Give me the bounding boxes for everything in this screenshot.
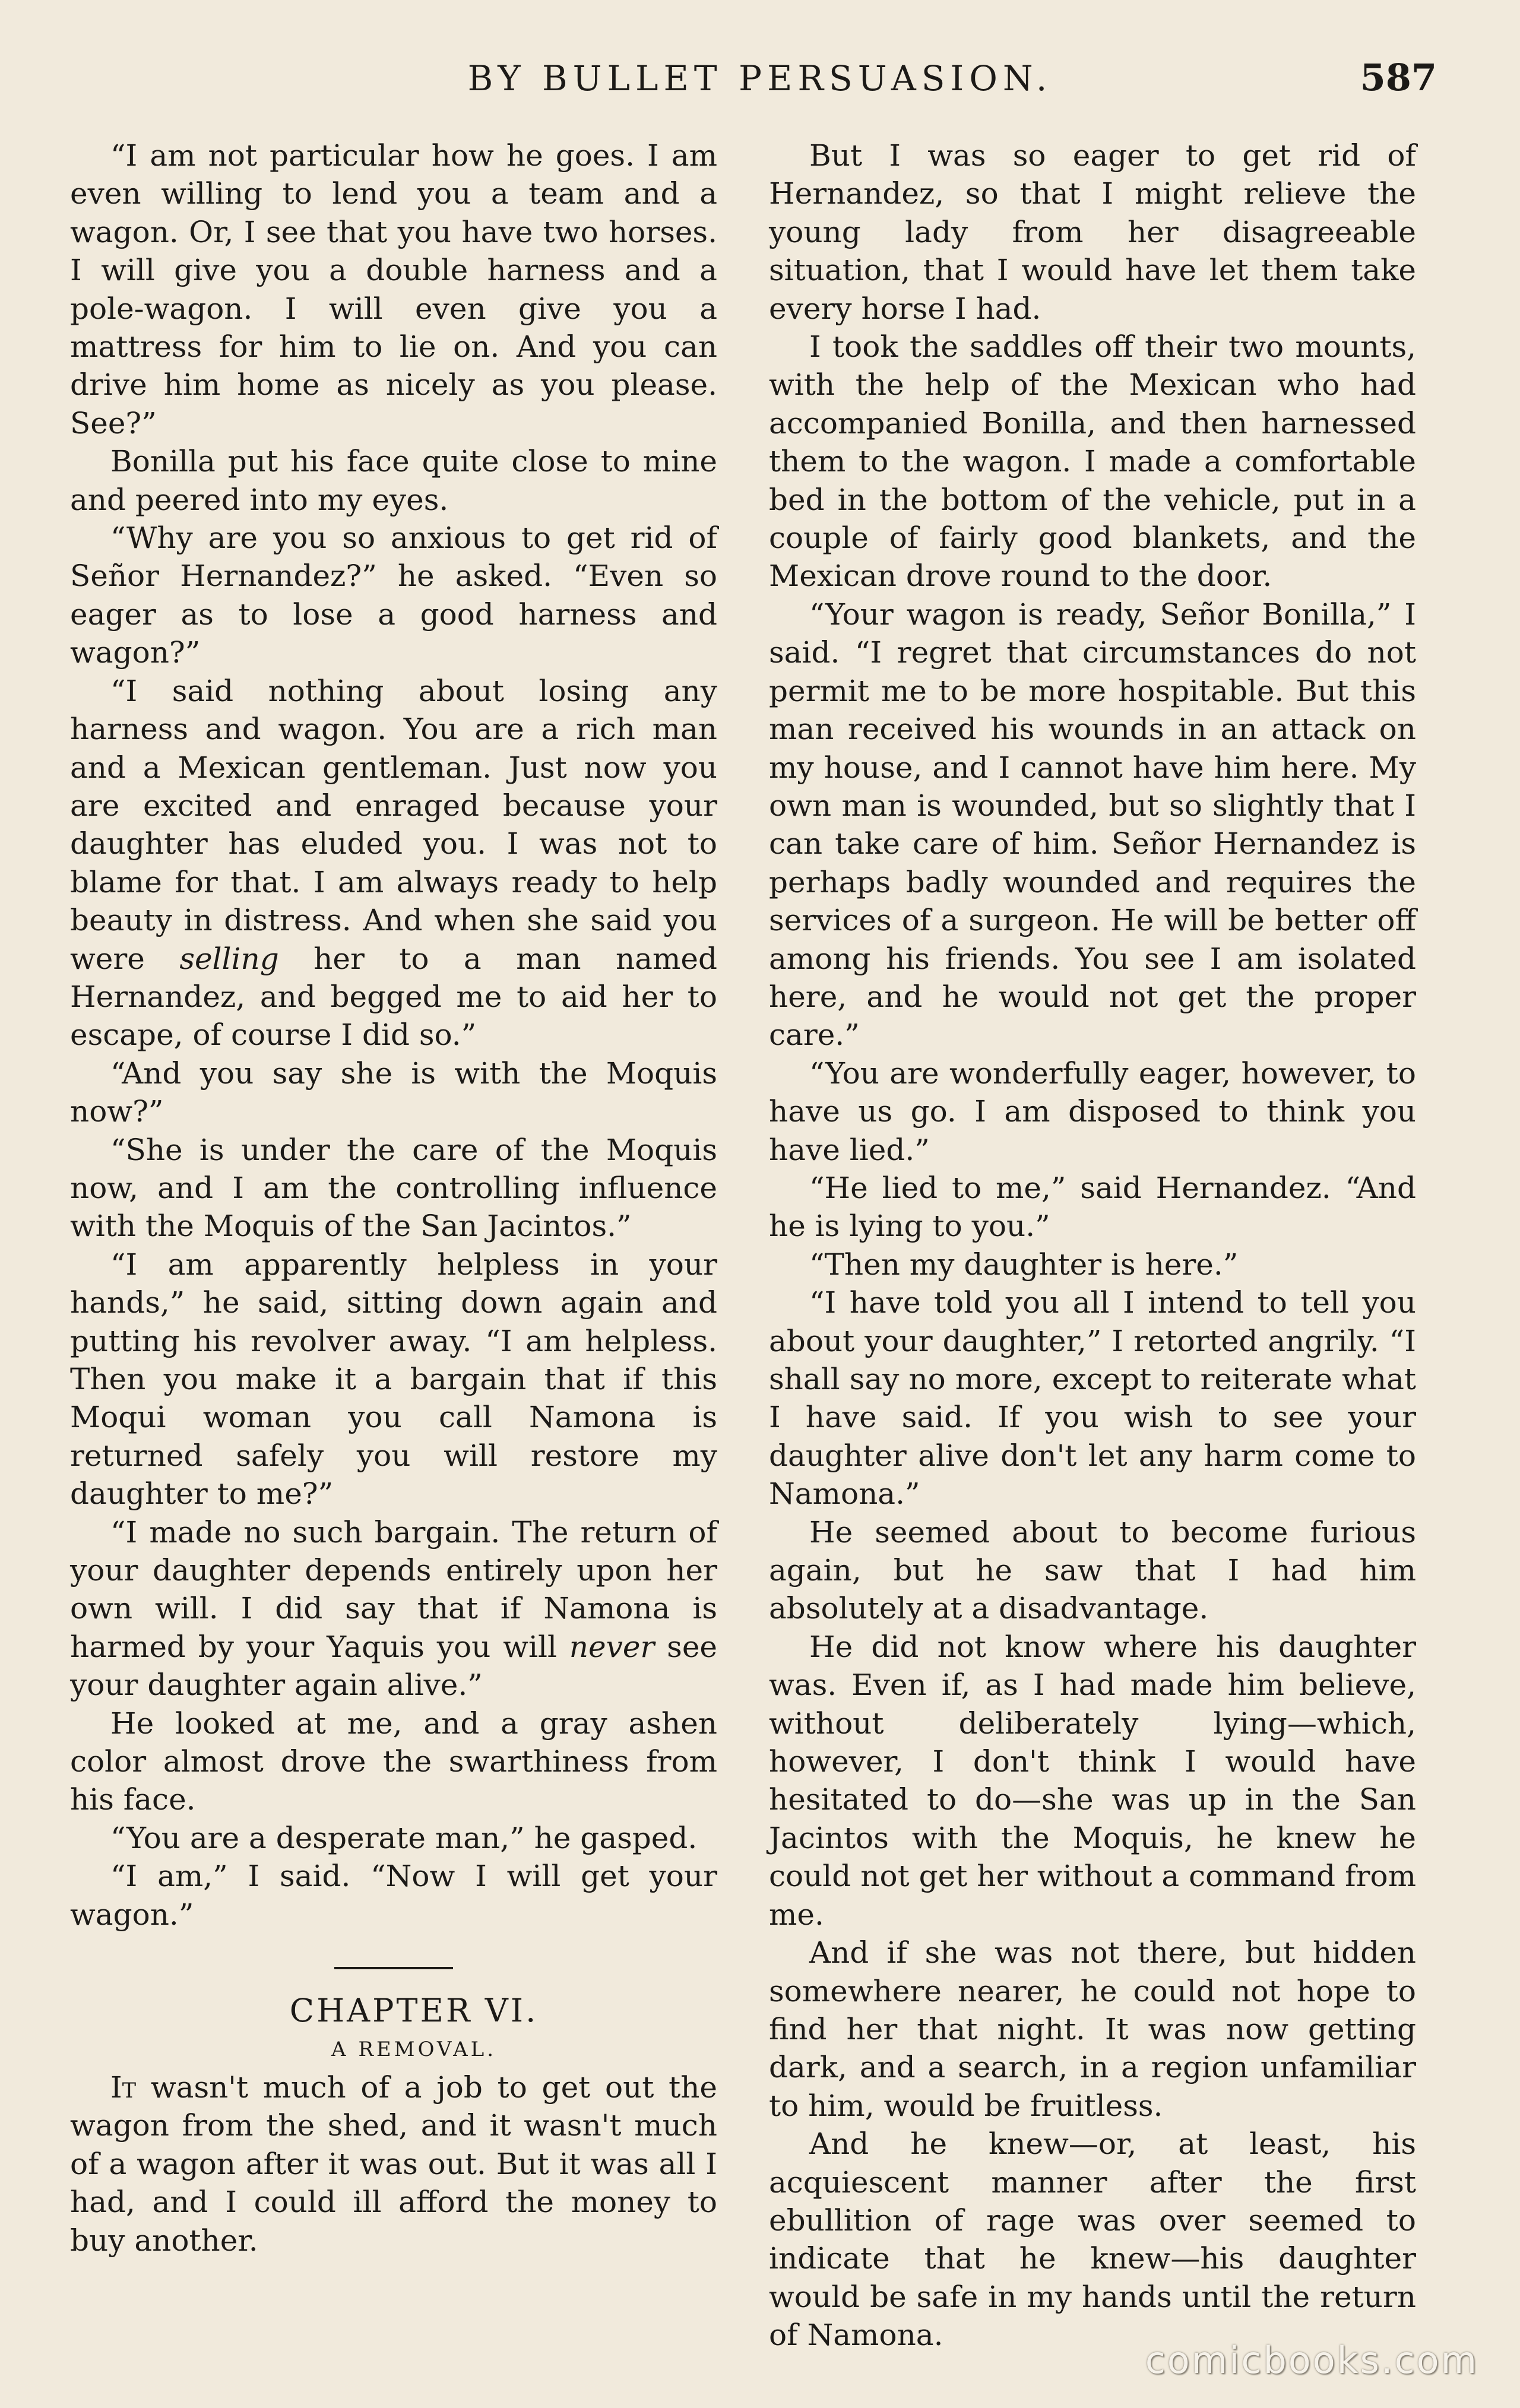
right-column xyxy=(769,137,1416,2355)
paragraph: “You are wonderfully eager, however, to have us go. I am disposed to think you have lied.” xyxy=(769,1056,1416,1167)
chapter-subtitle: A REMOVAL. xyxy=(331,2037,497,2061)
drop-lead-word: It xyxy=(110,2070,137,2105)
paragraph: Bonilla put his face quite close to mine and peered into my eyes. xyxy=(70,444,717,517)
emphasis-text: selling xyxy=(179,941,279,976)
paragraph: “Your wagon is ready, Señor Bonilla,” I said. “I regret that circumstances do not permit me to be more hospitable. But this man received his wounds in an attack on my house, and I cannot have him here. My own man is wounded, but so slightly that I can take care of him. Señor Hernandez is perhaps badly wounded and requires the services of a surgeon. He will be better off among his friends. You see I am isolated here, and he would not get the proper care.” xyxy=(769,597,1416,1053)
paragraph: “I am,” I said. “Now I will get your wagon.” xyxy=(70,1859,717,1932)
paragraph-text: wasn't much of a job to get out the wagon from the shed, and it wasn't much of a wagon after it was out. But it was all I had, and I could ill afford the money to buy another. xyxy=(70,2070,717,2258)
emphasis-text: never xyxy=(569,1629,655,1664)
paragraph: “He lied to me,” said Hernandez. “And he is lying to you.” xyxy=(769,1170,1416,1244)
paragraph: And he knew—or, at least, his acquiescent manner after the first ebullition of rage was over seemed to indicate that he knew—his daughter would be safe in my hands until the return of Namona. xyxy=(769,2127,1416,2353)
paragraph xyxy=(70,2068,717,2260)
paragraph: “She is under the care of the Moquis now, and I am the controlling influence with the Moquis of the San Jacintos.” xyxy=(70,1132,717,1244)
paragraph xyxy=(70,1513,717,1704)
chapter-title: CHAPTER VI. xyxy=(289,1992,539,2030)
paragraph: “Why are you so anxious to get rid of Señor Hernandez?” he asked. “Even so eager as to lose a good harness and wagon?” xyxy=(70,521,717,670)
paragraph: “I am apparently helpless in your hands,” he said, sitting down again and putting his revolver away. “I am helpless. Then you make it a bargain that if this Moqui woman you call Namona is returned safely you will restore my daughter to me?” xyxy=(70,1247,717,1512)
paragraph xyxy=(70,672,717,1054)
paragraph: “I have told you all I intend to tell you about your daughter,” I retorted angrily. “I shall say no more, except to reiterate what I have said. If you wish to see your daughter alive don't let any harm come to Namona.” xyxy=(769,1285,1416,1512)
paragraph: He seemed about to become furious again, but he saw that I had him absolutely at a disadvantage. xyxy=(769,1514,1416,1626)
page-header xyxy=(0,53,1520,107)
paragraph: I took the saddles off their two mounts, with the help of the Mexican who had accompanied Bonilla, and then harnessed them to the wagon. I made a comfortable bed in the bottom of the vehicle, put in a couple of fairly good blankets, and the Mexican drove round to the door. xyxy=(769,329,1416,594)
paragraph: “And you say she is with the Moquis now?” xyxy=(70,1056,717,1129)
page-number: 587 xyxy=(1360,56,1437,99)
paragraph: He looked at me, and a gray ashen color almost drove the swarthiness from his face. xyxy=(70,1706,717,1817)
paragraph: “Then my daughter is here.” xyxy=(809,1247,1239,1282)
paragraph: But I was so eager to get rid of Hernandez, so that I might relieve the young lady from her disagreeable situation, that I would have let them take every horse I had. xyxy=(769,138,1416,326)
paragraph-text: “I made no such bargain. The return of your daughter depends entirely upon her own will. I did say that if Namona is harmed by your Yaquis you will xyxy=(70,1514,717,1664)
paragraph: He did not know where his daughter was. Even if, as I had made him believe, without deliberately lying—which, however, I don't think I would have hesitated to do—she was up in the San Jacintos with the Moquis, he knew he could not get her without a command from me. xyxy=(769,1629,1416,1932)
section-divider xyxy=(334,1967,453,1969)
paragraph: And if she was not there, but hidden somewhere nearer, he could not hope to find her that night. It was now getting dark, and a search, in a region unfamiliar to him, would be fruitless. xyxy=(769,1935,1416,2123)
paragraph-text: see your daughter again alive.” xyxy=(70,1629,718,1703)
paragraph-text: “I said nothing about losing any harness and wagon. You are a rich man and a Mexican gentleman. Just now you are excited and enraged because your daughter has eluded you. I was not to blame for that. I am always ready to help beauty in distress. And when she said you were xyxy=(70,673,717,976)
left-column xyxy=(70,137,717,2260)
paragraph-text: her to a man named Hernandez, and begged me to aid her to escape, of course I did so.” xyxy=(70,941,717,1053)
paragraph: “I am not particular how he goes. I am even willing to lend you a team and a wagon. Or, I see that you have two horses. I will give you a double harness and a pole-wagon. I will even give you a mattress for him to lie on. And you can drive him home as nicely as you please. See?” xyxy=(70,138,717,441)
running-title: BY BULLET PERSUASION. xyxy=(467,58,1053,99)
paragraph: “You are a desperate man,” he gasped. xyxy=(110,1820,698,1855)
watermark: comicbooks.com xyxy=(1145,2339,1478,2382)
